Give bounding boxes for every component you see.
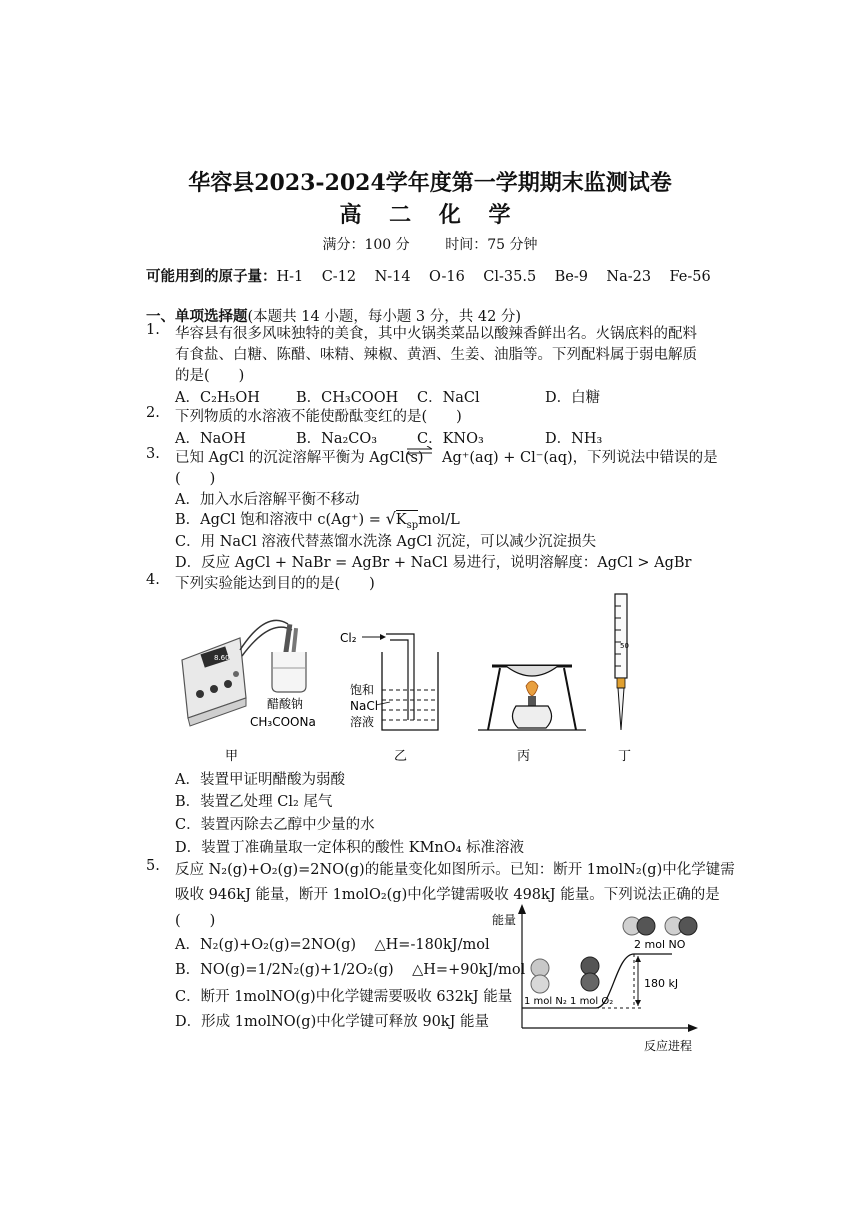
jia-label-1: 醋酸钠 xyxy=(267,697,304,711)
section-heading-title: 一、单项选择题 xyxy=(146,308,248,325)
reactant-level-label: 1 mol N₂ 1 mol O₂ xyxy=(524,996,614,1007)
burette-icon xyxy=(615,594,627,730)
q5-line3: ( ) xyxy=(175,913,216,929)
atomic-masses-values: H-1 C-12 N-14 O-16 Cl-35.5 Be-9 Na-23 Fe-56 xyxy=(276,269,711,285)
section-heading-note: (本题共 14 小题，每小题 3 分，共 42 分) xyxy=(247,309,522,325)
caption-jia: 甲 xyxy=(225,749,239,764)
q5-option-c: C．断开 1molNO(g)中化学键需要吸收 632kJ 能量 xyxy=(175,989,513,1005)
ksp-sub: sp xyxy=(406,519,419,531)
q4-option-d: D．装置丁准确量取一定体积的酸性 KMnO₄ 标准溶液 xyxy=(175,840,525,856)
q2-option-c: C．KNO₃ xyxy=(417,431,484,447)
ksp-k: K xyxy=(395,512,407,528)
q3-option-a: A．加入水后溶解平衡不移动 xyxy=(175,492,360,508)
q3-option-c: C．用 NaCl 溶液代替蒸馏水洗涤 AgCl 沉淀，可以减少沉淀损失 xyxy=(175,534,597,550)
atomic-masses-label: 可能用到的原子量： xyxy=(146,268,277,285)
q4-line1: 下列实验能达到目的的是( ) xyxy=(175,576,375,592)
meter-reading: 8.60 xyxy=(214,654,230,662)
q5-energy-diagram xyxy=(492,900,712,1060)
q2-option-a: A．NaOH xyxy=(175,431,246,447)
equilibrium-arrow-icon xyxy=(406,446,434,456)
q1-line2: 有食盐、白糖、陈醋、味精、辣椒、黄酒、生姜、油脂等。下列配料属于弱电解质 xyxy=(175,347,697,363)
exam-subtitle: 高 二 化 学 xyxy=(339,202,521,228)
no-molecules-icon xyxy=(623,917,697,935)
q2-option-b: B．Na₂CO₃ xyxy=(296,431,378,447)
q5-option-a: A．N₂(g)+O₂(g)=2NO(g) △H=-180kJ/mol xyxy=(175,937,490,953)
yi-label-3: 溶液 xyxy=(350,715,375,729)
q5-line2: 吸收 946kJ 能量，断开 1molO₂(g)中化学键需吸收 498kJ 能量。下列说法正确的是 xyxy=(175,887,720,903)
q1-option-a: A．C₂H₅OH xyxy=(175,390,260,406)
exam-title: 华容县2023-2024学年度第一学期期末监测试卷 xyxy=(188,170,672,196)
q1-line1: 华容县有很多风味独特的美食，其中火锅类菜品以酸辣香鲜出名。火锅底料的配料 xyxy=(175,326,697,342)
q1-option-d: D．白糖 xyxy=(545,390,601,406)
q3-line2: ( ) xyxy=(175,471,216,487)
q5-number: 5. xyxy=(146,858,160,874)
no-level-label: 2 mol NO xyxy=(634,938,686,951)
q4-option-b: B．装置乙处理 Cl₂ 尾气 xyxy=(175,794,333,810)
q3-option-b-radicand xyxy=(395,510,419,531)
burette-mark: 50 xyxy=(620,642,629,650)
progress-axis-label: 反应进程 xyxy=(644,1039,693,1053)
sqrt-radical-icon: √ xyxy=(385,509,396,528)
delta-label: 180 kJ xyxy=(644,977,679,990)
cl2-label: Cl₂ xyxy=(340,631,357,645)
q3-option-b-unit: mol/L xyxy=(418,512,460,528)
q5-option-b: B．NO(g)=1/2N₂(g)+1/2O₂(g) △H=+90kJ/mol xyxy=(175,962,526,978)
yi-label-2: NaCl xyxy=(350,699,379,713)
q1-line3: 的是( ) xyxy=(175,368,245,384)
jia-label-2: CH₃COONa xyxy=(250,715,316,729)
q5-line1: 反应 N₂(g)+O₂(g)=2NO(g)的能量变化如图所示。已知：断开 1molN₂(g)中化学键需 xyxy=(175,862,735,878)
caption-bing: 丙 xyxy=(517,749,531,764)
q2-option-d: D．NH₃ xyxy=(545,431,603,447)
energy-axis-label: 能量 xyxy=(492,913,517,927)
q3-number: 3. xyxy=(146,446,160,462)
q5-option-d: D．形成 1molNO(g)中化学键可释放 90kJ 能量 xyxy=(175,1014,490,1030)
exam-meta: 满分：100 分 时间：75 分钟 xyxy=(322,237,538,253)
q3-option-b xyxy=(175,508,460,531)
q3-option-b-prefix: B．AgCl 饱和溶液中 c(Ag⁺) = xyxy=(175,512,386,528)
caption-yi: 乙 xyxy=(394,749,408,764)
q4-option-c: C．装置丙除去乙醇中少量的水 xyxy=(175,817,375,833)
yi-label-1: 饱和 xyxy=(350,683,375,697)
q1-number: 1. xyxy=(146,322,160,338)
q3-option-d: D．反应 AgCl + NaBr = AgBr + NaCl 易进行，说明溶解度：AgCl > AgBr xyxy=(175,555,692,571)
q4-number: 4. xyxy=(146,572,160,588)
q1-option-b: B．CH₃COOH xyxy=(296,390,399,406)
atomic-masses xyxy=(146,265,711,286)
q2-line1: 下列物质的水溶液不能使酚酞变红的是( ) xyxy=(175,409,462,425)
q1-option-c: C．NaCl xyxy=(417,390,480,406)
caption-ding: 丁 xyxy=(618,749,632,764)
q3-line1: 已知 AgCl 的沉淀溶解平衡为 AgCl(s) Ag⁺(aq) + Cl⁻(aq)，下列说法中错误的是 xyxy=(175,450,718,466)
o2-molecule-icon xyxy=(581,957,599,991)
n2-molecule-icon xyxy=(531,959,549,993)
q2-number: 2. xyxy=(146,405,160,421)
evaporation-apparatus-icon xyxy=(478,666,586,730)
q4-option-a: A．装置甲证明醋酸为弱酸 xyxy=(175,772,345,788)
q4-apparatus-figure xyxy=(170,590,670,770)
